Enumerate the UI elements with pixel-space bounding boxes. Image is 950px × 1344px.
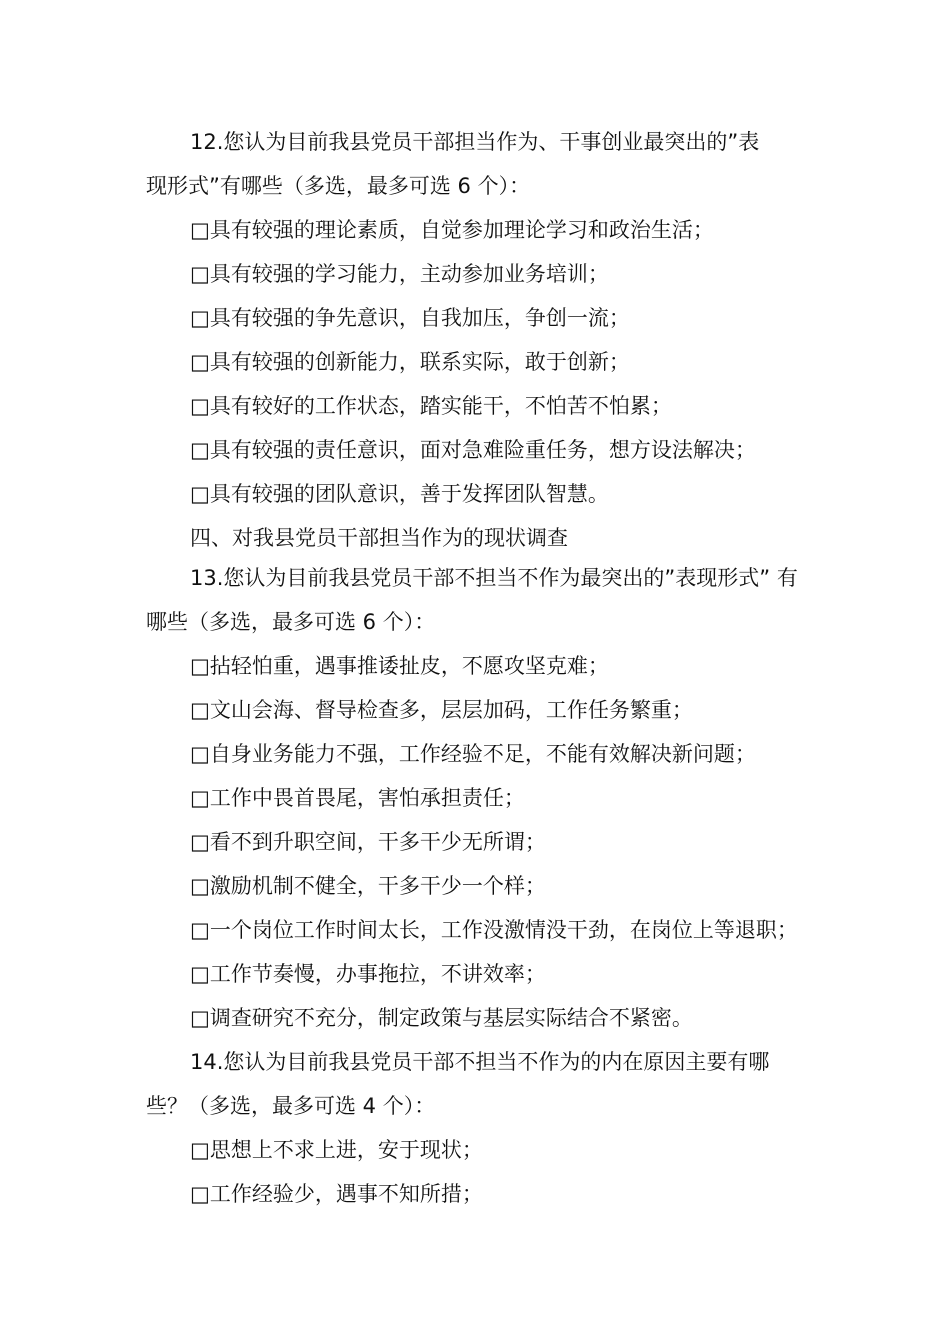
q12-option-5[interactable]: □具有较好的工作状态，踏实能干，不怕苦不怕累； bbox=[190, 394, 672, 418]
q12-option-6[interactable]: □具有较强的责任意识，面对急难险重任务，想方设法解决； bbox=[190, 438, 756, 462]
q13-option-5[interactable]: □看不到升职空间，干多干少无所谓； bbox=[190, 830, 546, 854]
q12-option-7[interactable]: □具有较强的团队意识，善于发挥团队智慧。 bbox=[190, 482, 609, 506]
q13-option-3[interactable]: □自身业务能力不强，工作经验不足，不能有效解决新问题； bbox=[190, 742, 756, 766]
question-13-line-1: 13.您认为目前我县党员干部不担当不作为最突出的”表现形式” 有 bbox=[190, 566, 798, 590]
q12-option-1[interactable]: □具有较强的理论素质，自觉参加理论学习和政治生活； bbox=[190, 218, 714, 242]
q13-option-2[interactable]: □文山会海、督导检查多，层层加码，工作任务繁重； bbox=[190, 698, 693, 722]
question-12-line-2: 现形式”有哪些（多选，最多可选 6 个）： bbox=[146, 174, 531, 198]
q14-option-1[interactable]: □思想上不求上进，安于现状； bbox=[190, 1138, 483, 1162]
q12-option-3[interactable]: □具有较强的争先意识，自我加压，争创一流； bbox=[190, 306, 630, 330]
question-14-line-2: 些？（多选，最多可选 4 个）： bbox=[146, 1094, 436, 1118]
q12-option-2[interactable]: □具有较强的学习能力，主动参加业务培训； bbox=[190, 262, 609, 286]
question-14-line-1: 14.您认为目前我县党员干部不担当不作为的内在原因主要有哪 bbox=[190, 1050, 770, 1074]
q14-option-2[interactable]: □工作经验少，遇事不知所措； bbox=[190, 1182, 483, 1206]
q13-option-6[interactable]: □激励机制不健全，干多干少一个样； bbox=[190, 874, 546, 898]
q12-option-4[interactable]: □具有较强的创新能力，联系实际，敢于创新； bbox=[190, 350, 630, 374]
q13-option-7[interactable]: □一个岗位工作时间太长，工作没激情没干劲，在岗位上等退职； bbox=[190, 918, 798, 942]
q13-option-4[interactable]: □工作中畏首畏尾，害怕承担责任； bbox=[190, 786, 525, 810]
section-heading: 四、对我县党员干部担当作为的现状调查 bbox=[190, 526, 568, 550]
q13-option-1[interactable]: □拈轻怕重，遇事推诿扯皮，不愿攻坚克难； bbox=[190, 654, 609, 678]
question-13-line-2: 哪些（多选，最多可选 6 个）： bbox=[146, 610, 436, 634]
q13-option-9[interactable]: □调查研究不充分，制定政策与基层实际结合不紧密。 bbox=[190, 1006, 693, 1030]
q13-option-8[interactable]: □工作节奏慢，办事拖拉，不讲效率； bbox=[190, 962, 546, 986]
question-12-line-1: 12.您认为目前我县党员干部担当作为、干事创业最突出的”表 bbox=[190, 130, 760, 154]
